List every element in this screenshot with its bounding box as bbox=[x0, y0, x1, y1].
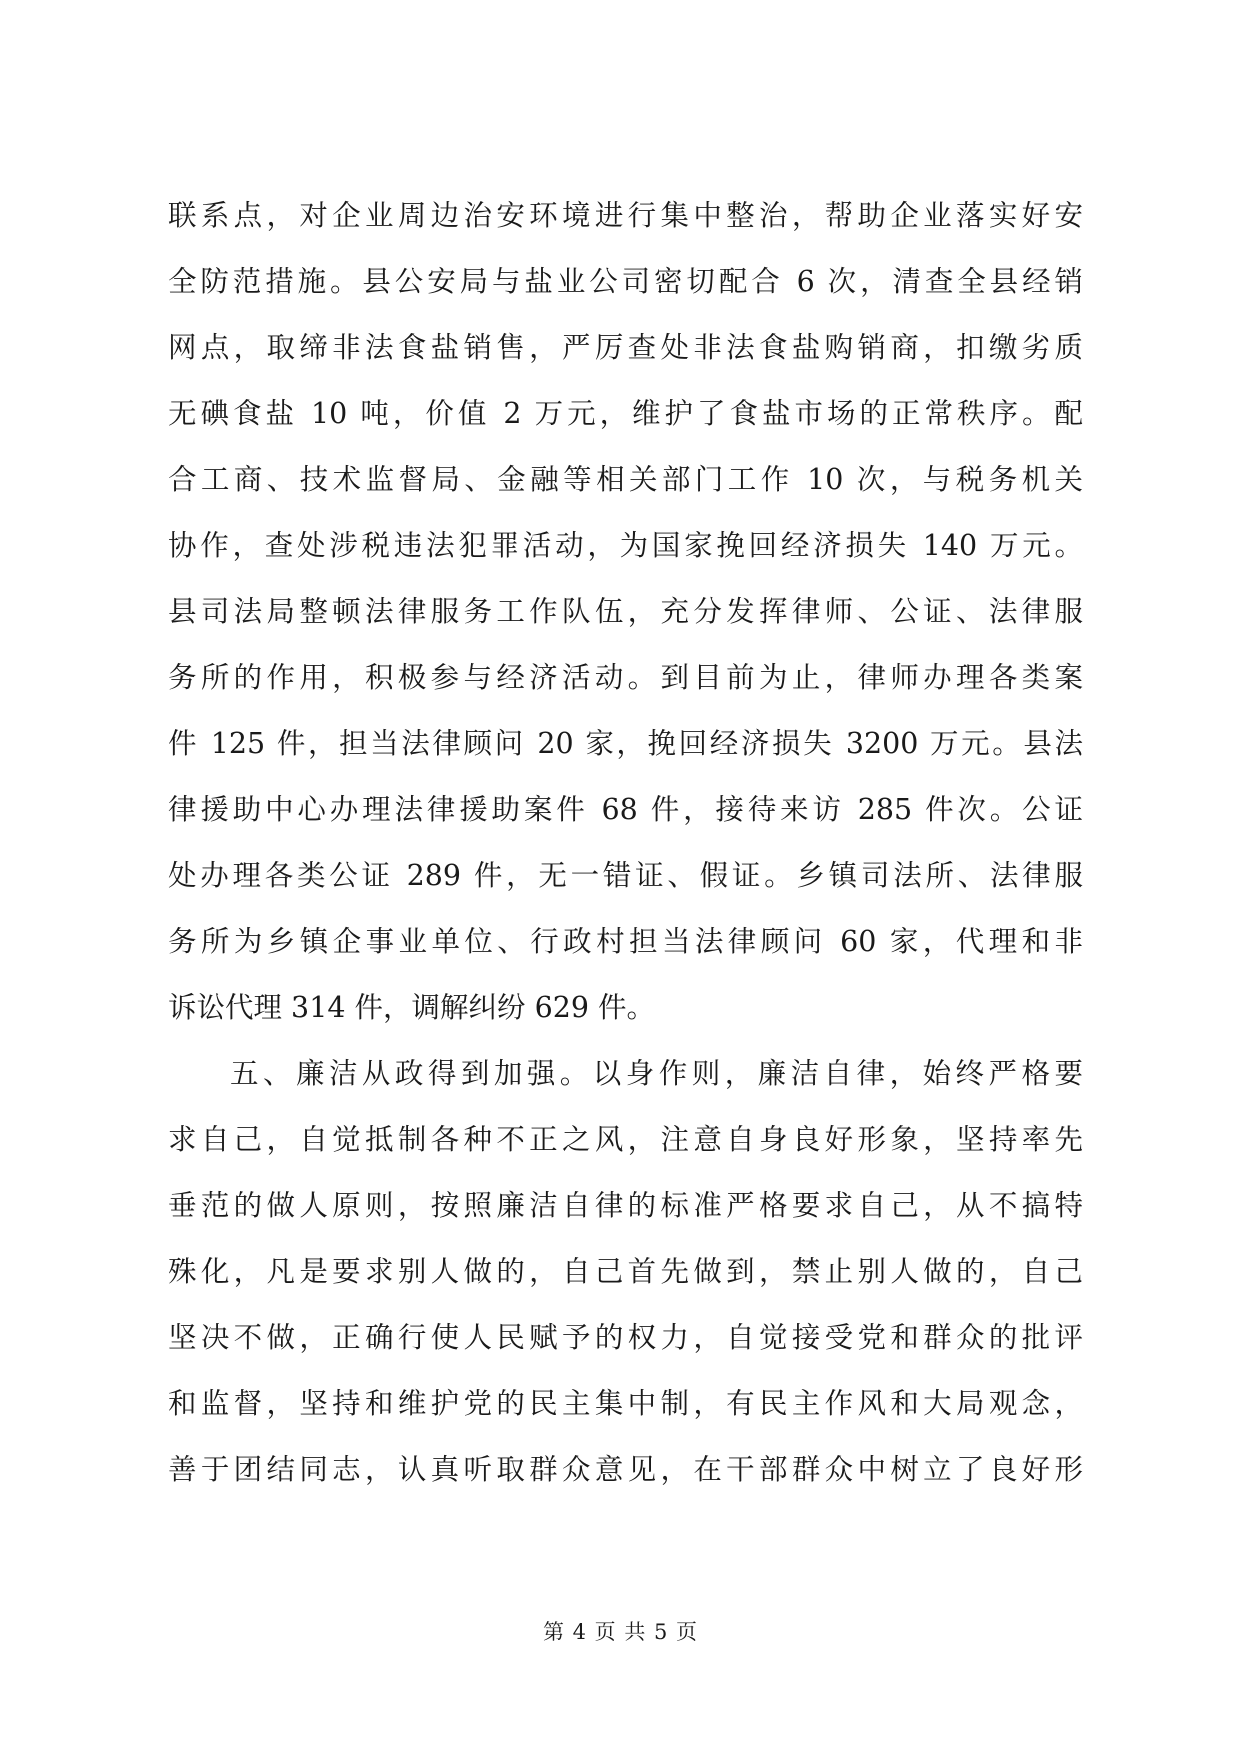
page-number-footer: 第 4 页 共 5 页 bbox=[542, 1620, 699, 1644]
text-line: 善于团结同志，认真听取群众意见，在干部群众中树立了良好形 bbox=[168, 1453, 1083, 1486]
text-line: 全防范措施。县公安局与盐业公司密切配合 6 次，清查全县经销 bbox=[168, 265, 1083, 298]
text-line: 律援助中心办理法律援助案件 68 件，接待来访 285 件次。公证 bbox=[168, 793, 1083, 826]
paragraph-first-line: 五、廉洁从政得到加强。以身作则，廉洁自律，始终严格要 bbox=[230, 1057, 1083, 1090]
text-line: 合工商、技术监督局、金融等相关部门工作 10 次，与税务机关 bbox=[168, 463, 1083, 496]
text-line: 求自己，自觉抵制各种不正之风，注意自身良好形象，坚持率先 bbox=[168, 1123, 1083, 1156]
text-line: 件 125 件，担当法律顾问 20 家，挽回经济损失 3200 万元。县法 bbox=[168, 727, 1083, 760]
text-line: 联系点，对企业周边治安环境进行集中整治，帮助企业落实好安 bbox=[168, 199, 1083, 232]
text-line: 网点，取缔非法食盐销售，严厉查处非法食盐购销商，扣缴劣质 bbox=[168, 331, 1083, 364]
text-line: 协作，查处涉税违法犯罪活动，为国家挽回经济损失 140 万元。 bbox=[168, 529, 1083, 562]
text-line: 和监督，坚持和维护党的民主集中制，有民主作风和大局观念， bbox=[168, 1387, 1083, 1420]
text-line: 处办理各类公证 289 件，无一错证、假证。乡镇司法所、法律服 bbox=[168, 859, 1083, 892]
text-line: 务所的作用，积极参与经济活动。到目前为止，律师办理各类案 bbox=[168, 661, 1083, 694]
text-line: 诉讼代理 314 件，调解纠纷 629 件。 bbox=[168, 991, 656, 1024]
text-line: 殊化，凡是要求别人做的，自己首先做到，禁止别人做的，自己 bbox=[168, 1255, 1083, 1288]
text-line: 无碘食盐 10 吨，价值 2 万元，维护了食盐市场的正常秩序。配 bbox=[168, 397, 1083, 430]
text-line: 县司法局整顿法律服务工作队伍，充分发挥律师、公证、法律服 bbox=[168, 595, 1083, 628]
text-line: 垂范的做人原则，按照廉洁自律的标准严格要求自己，从不搞特 bbox=[168, 1189, 1083, 1222]
text-line: 坚决不做，正确行使人民赋予的权力，自觉接受党和群众的批评 bbox=[168, 1321, 1083, 1354]
text-line: 务所为乡镇企事业单位、行政村担当法律顾问 60 家，代理和非 bbox=[168, 925, 1083, 958]
